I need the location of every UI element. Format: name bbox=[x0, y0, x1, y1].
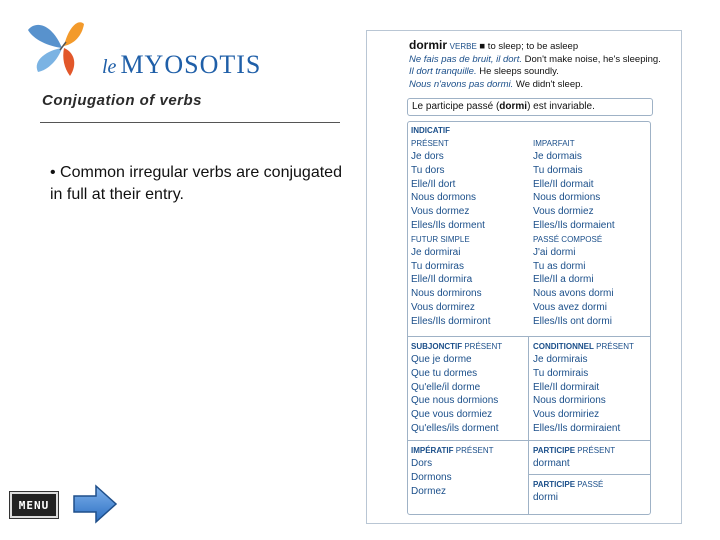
verb-form: Tu dormais bbox=[533, 164, 583, 176]
imparfait-column bbox=[533, 137, 615, 329]
example-en: He sleeps soundly. bbox=[479, 66, 559, 77]
verb-form: Elles/Ils dormiront bbox=[411, 315, 491, 327]
mood-heading bbox=[411, 444, 494, 457]
conditionnel-column bbox=[533, 340, 634, 436]
mood-heading-rest: PRÉSENT bbox=[593, 342, 634, 351]
verb-form: Que tu dormes bbox=[411, 367, 478, 379]
mood-heading-bold: IMPÉRATIF bbox=[411, 446, 454, 455]
verb-form: Elle/Il dormirait bbox=[533, 381, 600, 393]
mood-heading-bold: SUBJONCTIF bbox=[411, 342, 463, 351]
verb-form: Nous dormons bbox=[411, 192, 477, 204]
verb-form: Vous dormiez bbox=[533, 206, 594, 218]
verb-form: Dormez bbox=[411, 485, 447, 497]
verb-form: Je dormirai bbox=[411, 246, 461, 258]
example-line bbox=[409, 66, 681, 79]
mood-heading bbox=[533, 340, 634, 353]
participle-note-pre: Le participe passé ( bbox=[412, 101, 500, 112]
verb-form: Elle/Il dormait bbox=[533, 178, 594, 190]
logo-brand: MYOSOTIS bbox=[120, 50, 262, 79]
myosotis-logo bbox=[22, 14, 262, 80]
verb-form: Elle/Il dormira bbox=[411, 274, 473, 286]
verb-form: Je dormirais bbox=[533, 354, 588, 365]
conjugation-table bbox=[407, 121, 651, 515]
verb-form: Nous dormirons bbox=[411, 288, 482, 300]
verb-form: Vous avez dormi bbox=[533, 301, 607, 313]
mood-heading-bold: PARTICIPE bbox=[533, 446, 576, 455]
mood-heading-rest: PRÉSENT bbox=[575, 446, 616, 455]
table-divider bbox=[408, 336, 650, 337]
headword: dormir bbox=[409, 38, 448, 52]
imperatif-column bbox=[411, 444, 494, 498]
verb-form: Que je dorme bbox=[411, 354, 472, 365]
title-divider bbox=[40, 122, 340, 123]
tense-heading: PRÉSENT bbox=[411, 139, 449, 148]
example-en: Don't make noise, he's sleeping. bbox=[524, 53, 661, 65]
table-divider bbox=[408, 440, 650, 441]
right-arrow-icon[interactable] bbox=[72, 484, 118, 524]
mood-heading-bold: PARTICIPE bbox=[533, 480, 576, 489]
present-column bbox=[411, 124, 490, 329]
slide-bullet: • Common irregular verbs are conjugated in full at their entry. bbox=[50, 164, 342, 203]
verb-form: Elles/Ils dormiraient bbox=[533, 422, 621, 434]
example-en: We didn't sleep. bbox=[515, 78, 584, 90]
butterfly-logo-icon bbox=[22, 14, 102, 80]
mood-heading bbox=[411, 340, 502, 353]
mood-heading bbox=[533, 444, 615, 457]
verb-form: Dormons bbox=[411, 471, 452, 483]
participe-passe-column bbox=[533, 478, 603, 505]
verb-form: Elles/Ils ont dormi bbox=[533, 315, 612, 327]
verb-form: Elles/Ils dorment bbox=[411, 219, 485, 231]
verb-form: Vous dormirez bbox=[411, 301, 475, 313]
part-of-speech: VERBE bbox=[449, 42, 477, 51]
verb-form: Je dors bbox=[411, 151, 444, 162]
verb-form: Que nous dormions bbox=[411, 395, 499, 407]
verb-form: dormi bbox=[533, 492, 559, 503]
tense-heading: PASSÉ COMPOSÉ bbox=[533, 234, 603, 244]
slide-title: Conjugation of verbs bbox=[42, 92, 202, 109]
participle-note bbox=[407, 98, 653, 116]
verb-form: Elle/Il dort bbox=[411, 178, 456, 190]
mood-heading-rest: PASSÉ bbox=[575, 480, 604, 489]
indicatif-heading: INDICATIF bbox=[411, 126, 450, 135]
verb-form: Tu dors bbox=[411, 164, 445, 176]
verb-form: Elles/Ils dormaient bbox=[533, 219, 615, 231]
verb-form: Qu'elle/il dorme bbox=[411, 381, 481, 393]
example-line bbox=[409, 79, 681, 92]
verb-form: Elle/Il a dormi bbox=[533, 274, 594, 286]
verb-form: Tu as dormi bbox=[533, 260, 586, 272]
tense-heading: IMPARFAIT bbox=[533, 139, 575, 148]
verb-form: J'ai dormi bbox=[533, 246, 576, 258]
example-fr: Il dort tranquille. bbox=[409, 66, 477, 77]
table-divider bbox=[528, 474, 650, 475]
verb-form: Que vous dormiez bbox=[411, 409, 493, 421]
verb-form: dormant bbox=[533, 458, 570, 469]
mood-heading-rest: PRÉSENT bbox=[462, 342, 503, 351]
table-column-divider bbox=[528, 336, 529, 514]
logo-wordmark bbox=[102, 50, 261, 80]
verb-form: Nous avons dormi bbox=[533, 288, 614, 300]
verb-form: Vous dormez bbox=[411, 206, 470, 218]
mood-heading bbox=[533, 478, 603, 491]
mood-heading-rest: PRÉSENT bbox=[453, 446, 494, 455]
dictionary-entry-panel bbox=[366, 30, 682, 524]
participe-present-column bbox=[533, 444, 615, 471]
verb-form: Dors bbox=[411, 458, 433, 469]
participle-note-bold: dormi bbox=[499, 101, 528, 112]
mood-heading-bold: CONDITIONNEL bbox=[533, 342, 594, 351]
gloss: ■ to sleep; to be asleep bbox=[479, 41, 579, 52]
subjonctif-column bbox=[411, 340, 502, 436]
verb-form: Nous dormions bbox=[533, 192, 601, 204]
example-line bbox=[409, 54, 681, 67]
logo-prefix: le bbox=[102, 56, 117, 78]
example-fr: Ne fais pas de bruit, il dort. bbox=[409, 53, 522, 65]
verb-form: Vous dormiriez bbox=[533, 409, 600, 421]
participle-note-post: ) est invariable. bbox=[527, 101, 595, 112]
menu-button[interactable]: MENU bbox=[10, 492, 58, 518]
verb-form: Tu dormiras bbox=[411, 260, 464, 272]
tense-heading: FUTUR SIMPLE bbox=[411, 234, 470, 244]
verb-form: Nous dormirions bbox=[533, 395, 606, 407]
verb-form: Tu dormirais bbox=[533, 367, 589, 379]
entry-header bbox=[409, 39, 681, 91]
verb-form: Je dormais bbox=[533, 151, 582, 162]
verb-form: Qu'elles/ils dorment bbox=[411, 422, 499, 434]
example-fr: Nous n'avons pas dormi. bbox=[409, 78, 514, 90]
